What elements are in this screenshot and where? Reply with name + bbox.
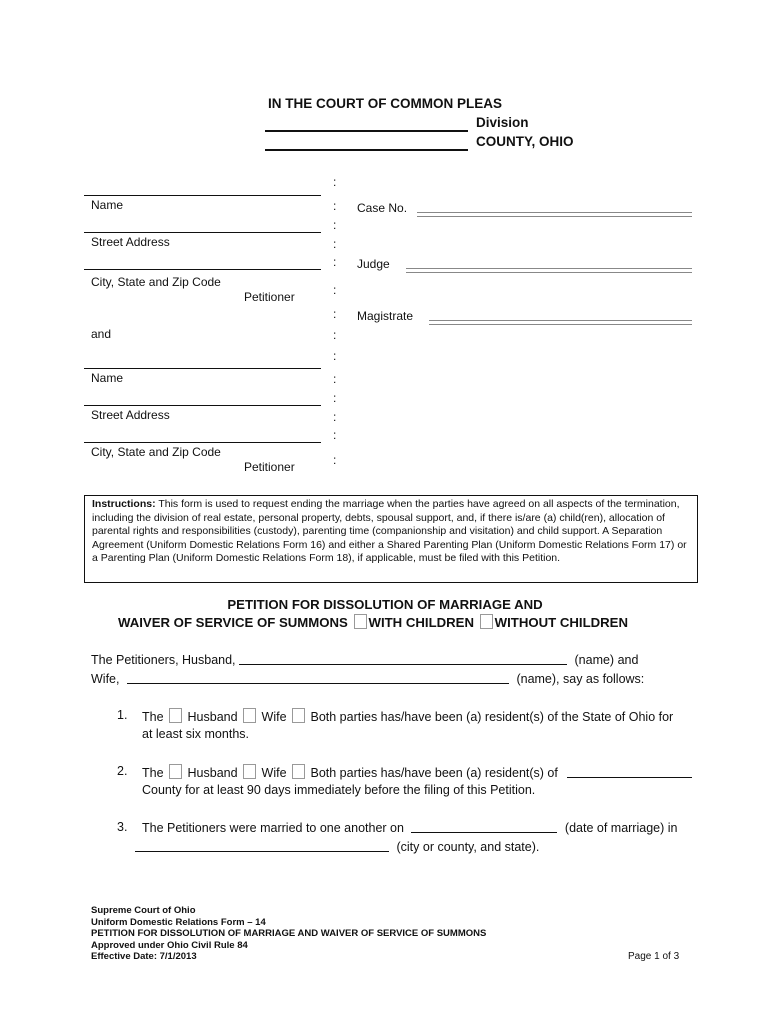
- item2-both-label: Both parties has/have been (a) resident(s) of: [310, 766, 558, 780]
- without-children-checkbox[interactable]: [480, 614, 493, 629]
- page-number: Page 1 of 3: [628, 951, 680, 962]
- item2-husband-checkbox[interactable]: [169, 764, 182, 779]
- and-label: and: [91, 327, 112, 341]
- party1-name-line[interactable]: [84, 195, 321, 196]
- party2-name-line[interactable]: [84, 368, 321, 369]
- party2-street-line[interactable]: [84, 405, 321, 406]
- magistrate-label: Magistrate: [357, 309, 414, 323]
- caption-colon: :: [333, 391, 337, 405]
- caption-colon: :: [333, 328, 337, 342]
- case-no-label: Case No.: [357, 201, 408, 215]
- judge-label: Judge: [357, 257, 390, 271]
- case-no-field[interactable]: [417, 212, 692, 217]
- intro-line1: [91, 652, 638, 667]
- item1-line2: at least six months.: [142, 727, 249, 741]
- item1-wife-checkbox[interactable]: [243, 708, 256, 723]
- footer-line2: Uniform Domestic Relations Form – 14: [91, 916, 266, 928]
- caption-colon: :: [333, 237, 337, 251]
- marriage-date-field[interactable]: [411, 820, 557, 833]
- footer-line4: Approved under Ohio Civil Rule 84: [91, 939, 248, 951]
- item3-line2: [135, 839, 539, 854]
- intro-wife-suffix: (name), say as follows:: [516, 672, 645, 686]
- item1-both-label: Both parties has/have been (a) resident(s) of the State of Ohio for: [310, 710, 674, 724]
- party2-street-label: Street Address: [91, 408, 170, 422]
- item1-the: The: [142, 710, 164, 724]
- item3-line1: [142, 820, 677, 835]
- item1-husband-checkbox[interactable]: [169, 708, 182, 723]
- division-blank[interactable]: [265, 130, 468, 132]
- item2-both-checkbox[interactable]: [292, 764, 305, 779]
- item2-wife-checkbox[interactable]: [243, 764, 256, 779]
- party1-city-label: City, State and Zip Code: [91, 275, 221, 289]
- husband-name-field[interactable]: [239, 652, 567, 665]
- caption-colon: :: [333, 218, 337, 232]
- division-label: Division: [476, 115, 529, 130]
- footer-line5: Effective Date: 7/1/2013: [91, 951, 197, 962]
- party1-name-label: Name: [91, 198, 124, 212]
- item1-line1: [142, 708, 673, 724]
- caption-colon: :: [333, 283, 337, 297]
- party2-city-line[interactable]: [84, 442, 321, 443]
- intro-line2: [91, 671, 644, 686]
- caption-colon: :: [333, 428, 337, 442]
- item1-both-checkbox[interactable]: [292, 708, 305, 723]
- intro-husband-suffix: (name) and: [574, 653, 639, 667]
- magistrate-field[interactable]: [429, 320, 692, 325]
- petition-title-waiver: WAIVER OF SERVICE OF SUMMONS: [118, 615, 348, 630]
- county-blank[interactable]: [265, 149, 468, 151]
- item2-line1: [142, 764, 558, 780]
- party1-street-label: Street Address: [91, 235, 170, 249]
- item2-number: 2.: [117, 764, 128, 778]
- instructions-heading: Instructions:: [92, 498, 156, 510]
- item3-prefix: The Petitioners were married to one another on: [142, 821, 404, 835]
- petition-title-line1: PETITION FOR DISSOLUTION OF MARRIAGE AND: [227, 597, 543, 612]
- judge-field[interactable]: [406, 268, 692, 273]
- intro-wife-prefix: Wife,: [91, 672, 120, 686]
- item1-wife-label: Wife: [261, 710, 287, 724]
- county-label: COUNTY, OHIO: [476, 134, 574, 149]
- party2-city-label: City, State and Zip Code: [91, 445, 221, 459]
- marriage-place-field[interactable]: [135, 839, 389, 852]
- item2-husband-label: Husband: [187, 766, 238, 780]
- item2-the: The: [142, 766, 164, 780]
- party1-role: Petitioner: [244, 290, 295, 304]
- item1-husband-label: Husband: [187, 710, 238, 724]
- caption-colon: :: [333, 307, 337, 321]
- caption-colon: :: [333, 453, 337, 467]
- caption-colon: :: [333, 349, 337, 363]
- wife-name-field[interactable]: [127, 671, 509, 684]
- intro-husband-prefix: The Petitioners, Husband,: [91, 653, 236, 667]
- item1-number: 1.: [117, 708, 128, 722]
- caption-colon: :: [333, 410, 337, 424]
- caption-colon: :: [333, 175, 337, 189]
- footer-line1: Supreme Court of Ohio: [91, 905, 196, 916]
- with-children-label: WITH CHILDREN: [368, 615, 474, 630]
- without-children-label: WITHOUT CHILDREN: [494, 615, 628, 630]
- petition-title-line2: [118, 614, 628, 630]
- item3-number: 3.: [117, 820, 128, 834]
- county-residence-field[interactable]: [567, 765, 692, 778]
- item2-line2: County for at least 90 days immediately before the filing of this Petition.: [142, 783, 536, 797]
- party2-name-label: Name: [91, 371, 124, 385]
- court-title: IN THE COURT OF COMMON PLEAS: [268, 96, 502, 111]
- caption-colon: :: [333, 372, 337, 386]
- footer-block: [91, 905, 486, 963]
- party2-role: Petitioner: [244, 460, 295, 474]
- instructions-text: This form is used to request ending the marriage when the parties have agreed on all aspects of the termination, including the division of real estate, personal property, debts, spousal support, and, if there is/are (a) child(ren), allocation of parental rights and responsibilities (custody), parenting time (companionship and visitation) and child support. A Separation Agreement (Uniform Domestic Relations Form 16) and either a Shared Parenting Plan (Uniform Domestic Relations Form 17) or a Parenting Plan (Uniform Domestic Relations Form 18), if applicable, must be filed with this Petition.: [92, 498, 687, 564]
- party1-street-line[interactable]: [84, 232, 321, 233]
- footer-line3: PETITION FOR DISSOLUTION OF MARRIAGE AND WAIVER OF SERVICE OF SUMMONS: [91, 928, 487, 939]
- caption-colon: :: [333, 199, 337, 213]
- item3-line2-suffix: (city or county, and state).: [396, 840, 540, 854]
- item3-suffix: (date of marriage) in: [564, 821, 678, 835]
- instructions-box: [84, 495, 698, 583]
- item2-wife-label: Wife: [261, 766, 287, 780]
- with-children-checkbox[interactable]: [354, 614, 367, 629]
- caption-colon: :: [333, 255, 337, 269]
- party1-city-line[interactable]: [84, 269, 321, 270]
